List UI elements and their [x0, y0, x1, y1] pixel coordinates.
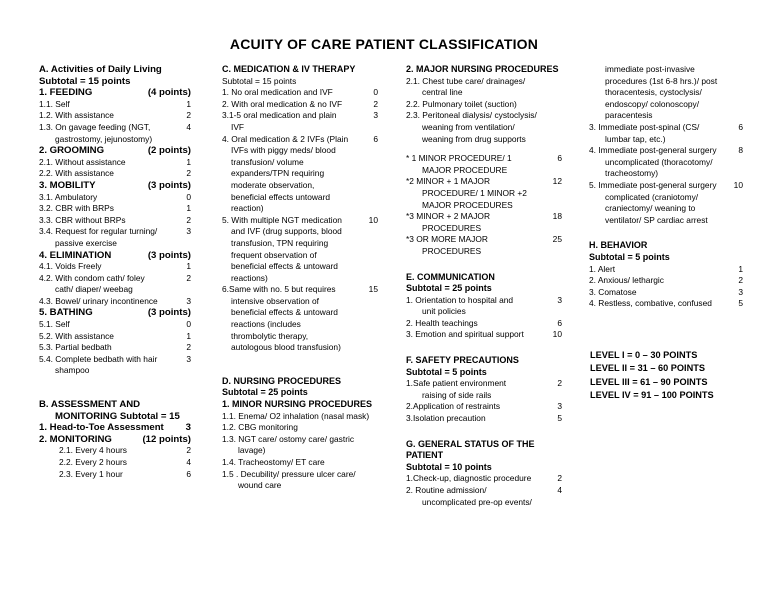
- item-continuation: central line: [422, 87, 463, 98]
- list-item: [39, 422, 191, 434]
- level-legend: [590, 349, 714, 403]
- list-item: [406, 234, 562, 246]
- item-continuation: lumbar tap, etc.): [605, 133, 666, 144]
- mobility-label: 3. MOBILITY: [39, 179, 96, 191]
- item-label: 3.4. Request for regular turning/: [39, 226, 158, 237]
- item-label: *3 OR MORE MAJOR: [406, 234, 488, 245]
- item-continuation: complicated (craniotomy/: [605, 191, 699, 202]
- item-continuation: weaning from drug supports: [422, 133, 526, 144]
- item-continuation: MAJOR PROCEDURE: [422, 164, 508, 175]
- item-points: 12: [552, 176, 562, 187]
- list-item: [39, 342, 191, 354]
- item-continuation: IVFs with piggy meds/ blood: [231, 145, 336, 156]
- item-continuation: transfusion, TPN requiring: [231, 237, 329, 248]
- level-row: LEVEL I = 0 – 30 POINTS: [590, 350, 698, 360]
- section-c-subtotal: Subtotal = 15 points: [222, 75, 297, 86]
- column-1: [39, 64, 191, 480]
- item-points: 6: [738, 121, 743, 132]
- item-continuation: transfusion/ volume: [231, 156, 304, 167]
- section-f-subtotal: Subtotal = 5 points: [406, 366, 487, 377]
- item-points: 10: [552, 329, 562, 340]
- item-points: 10: [368, 214, 378, 225]
- item-continuation: passive exercise: [55, 237, 117, 248]
- list-item: 1.5 . Decubility/ pressure ulcer care/: [222, 468, 356, 479]
- item-points: 3: [373, 110, 378, 121]
- item-points: 6: [373, 133, 378, 144]
- item-label: 2. With oral medication & no IVF: [222, 98, 343, 109]
- item-label: *3 MINOR + 2 MAJOR: [406, 211, 490, 222]
- list-item: [39, 226, 191, 238]
- item-continuation: unit policies: [422, 306, 466, 317]
- item-label: 4.1. Voids Freely: [39, 261, 102, 272]
- item-label: 4.2. With condom cath/ foley: [39, 272, 145, 283]
- item-points: 2: [186, 214, 191, 225]
- list-item: [589, 122, 743, 134]
- elimination-points: (3 points): [147, 249, 191, 261]
- level-row: LEVEL II = 31 – 60 POINTS: [590, 363, 705, 374]
- list-item: 2.3. Peritoneal dialysis/ cystoclysis/: [406, 110, 537, 121]
- item-label: 2.2. Every 2 hours: [59, 457, 127, 467]
- section-f-heading: F. SAFETY PRECAUTIONS: [406, 355, 519, 366]
- item-continuation: PROCEDURE/ 1 MINOR +2: [422, 187, 527, 198]
- item-label: *2 MINOR + 1 MAJOR: [406, 176, 490, 187]
- item-continuation: shampoo: [55, 365, 90, 376]
- feeding-label: 1. FEEDING: [39, 87, 93, 99]
- item-label: 4.3. Bowel/ urinary incontinence: [39, 295, 158, 306]
- elimination-label: 4. ELIMINATION: [39, 249, 112, 261]
- minor-procedures-heading: 1. MINOR NURSING PROCEDURES: [222, 399, 373, 410]
- elimination-heading: [39, 250, 191, 262]
- grooming-points: (2 points): [147, 145, 191, 157]
- item-points: 4: [186, 457, 191, 467]
- list-item: [222, 284, 378, 296]
- item-continuation: uncomplicated (thoracotomy/: [605, 156, 713, 167]
- item-continuation: thrombolytic therapy,: [231, 330, 309, 341]
- list-item: [39, 296, 191, 308]
- item-continuation: cath/ diaper/ weebag: [55, 284, 133, 295]
- list-item: [589, 287, 743, 299]
- item-label: * 1 MINOR PROCEDURE/ 1: [406, 153, 512, 164]
- item-label: 3.3. CBR without BRPs: [39, 214, 126, 225]
- list-item: [589, 298, 743, 310]
- item-points: 1: [186, 98, 191, 109]
- section-e-heading: E. COMMUNICATION: [406, 271, 495, 282]
- item-continuation: reaction): [231, 203, 264, 214]
- list-item: [39, 469, 191, 481]
- list-item: [39, 110, 191, 122]
- list-item: [39, 331, 191, 343]
- column-4: [589, 64, 743, 310]
- list-item: 1.1. Enema/ O2 inhalation (nasal mask): [222, 410, 370, 421]
- item-points: 8: [738, 145, 743, 156]
- grooming-heading: [39, 145, 191, 157]
- item-continuation: uncomplicated pre-op events/: [422, 496, 532, 507]
- list-item: [222, 110, 378, 122]
- item-points: 0: [186, 319, 191, 330]
- section-g-subtotal: Subtotal = 10 points: [406, 461, 492, 472]
- section-d-subtotal: Subtotal = 25 points: [222, 387, 308, 398]
- item-label: 2. Health teachings: [406, 317, 478, 328]
- item-continuation: ventilator/ SP cardiac arrest: [605, 214, 708, 225]
- item-continuation: frequent observation of: [231, 249, 317, 260]
- item-continuation: IVF: [231, 121, 245, 132]
- item-label: 1.3. On gavage feeding (NGT,: [39, 121, 151, 132]
- item-points: 3: [186, 226, 191, 237]
- list-item: [589, 264, 743, 276]
- list-item: 1.2. CBG monitoring: [222, 422, 298, 433]
- item-points: 3: [557, 401, 562, 412]
- item-label: 3. Comatose: [589, 286, 637, 297]
- list-item: [406, 329, 562, 341]
- item-points: 6: [557, 317, 562, 328]
- list-item: [39, 457, 191, 469]
- item-continuation: reactions (includes: [231, 319, 301, 330]
- item-continuation: moderate observation,: [231, 179, 315, 190]
- item-points: 6: [557, 153, 562, 164]
- section-e-subtotal: Subtotal = 25 points: [406, 283, 492, 294]
- item-label: 3.1-5 oral medication and plain: [222, 110, 337, 121]
- column-3: [406, 64, 562, 508]
- item-points: 2: [186, 168, 191, 179]
- list-item: [406, 401, 562, 413]
- mobility-heading: [39, 180, 191, 192]
- list-item: [406, 378, 562, 390]
- list-item: 2.2. Pulmonary toilet (suction): [406, 98, 517, 109]
- item-points: 2: [557, 473, 562, 484]
- list-item: [39, 319, 191, 331]
- list-item: [39, 273, 191, 285]
- item-points: 18: [552, 211, 562, 222]
- section-d-heading: D. NURSING PROCEDURES: [222, 375, 342, 386]
- list-item: 1.4. Tracheostomy/ ET care: [222, 457, 325, 467]
- item-label: 1. Alert: [589, 263, 616, 274]
- list-item: [39, 192, 191, 204]
- item-continuation: weaning from ventilation/: [422, 121, 515, 132]
- item-continuation: beneficial effects & untoward: [231, 261, 338, 272]
- item-continuation: raising of side rails: [422, 389, 492, 400]
- list-item: [39, 122, 191, 134]
- item-label: 4. Immediate post-general surgery: [589, 145, 717, 156]
- item-label: 5.2. With assistance: [39, 330, 114, 341]
- section-h-heading: H. BEHAVIOR: [589, 240, 648, 251]
- item-label: 5.3. Partial bedbath: [39, 342, 112, 353]
- item-points: 0: [186, 191, 191, 202]
- major-procedures-heading: 2. MAJOR NURSING PROCEDURES: [406, 64, 559, 74]
- list-item: 1.3. NGT care/ ostomy care/ gastric: [222, 433, 355, 444]
- item-label: 3. Emotion and spiritual support: [406, 329, 524, 340]
- section-b-subtotal: MONITORING Subtotal = 15: [55, 410, 180, 422]
- item-points: 2: [186, 342, 191, 353]
- item-label: 2.Application of restraints: [406, 401, 501, 412]
- list-item: [39, 354, 191, 366]
- item-continuation: autologous blood transfusion): [231, 342, 341, 353]
- item-points: 3: [185, 422, 191, 434]
- item-points: 3: [738, 286, 743, 297]
- item-label: 3.Isolation precaution: [406, 413, 486, 424]
- list-item: [39, 215, 191, 227]
- item-points: 4: [557, 485, 562, 495]
- item-continuation: expanders/TPN requiring: [231, 168, 325, 179]
- item-points: 1: [738, 263, 743, 274]
- item-points: 4: [186, 121, 191, 132]
- item-continuation: MAJOR PROCEDURES: [422, 199, 513, 210]
- list-item: [39, 168, 191, 180]
- item-continuation: craniectomy/ weaning to: [605, 203, 696, 214]
- item-points: 5: [738, 298, 743, 309]
- item-label: 5. Immediate post-general surgery: [589, 179, 717, 190]
- list-item: [39, 445, 191, 457]
- item-label: 2.1. Every 4 hours: [59, 445, 127, 456]
- column-2: [222, 64, 378, 492]
- item-points: 2: [186, 110, 191, 121]
- list-item: [222, 87, 378, 99]
- bathing-heading: [39, 307, 191, 319]
- item-continuation: immediate post-invasive: [605, 64, 695, 74]
- item-label: 6.Same with no. 5 but requires: [222, 284, 336, 295]
- list-item: [39, 261, 191, 273]
- item-continuation: PROCEDURES: [422, 222, 482, 233]
- item-points: 3: [186, 353, 191, 364]
- item-points: 1: [186, 156, 191, 167]
- list-item: [222, 99, 378, 111]
- item-points: 25: [552, 234, 562, 245]
- bathing-label: 5. BATHING: [39, 307, 93, 319]
- list-item: [589, 275, 743, 287]
- item-label: 1.Safe patient environment: [406, 378, 507, 389]
- item-points: 6: [186, 468, 191, 479]
- item-points: 1: [186, 203, 191, 214]
- item-continuation: reactions): [231, 272, 268, 283]
- page-title: ACUITY OF CARE PATIENT CLASSIFICATION: [229, 36, 539, 52]
- item-continuation: tracheostomy): [605, 168, 659, 179]
- section-a-heading: A. Activities of Daily Living: [39, 64, 162, 75]
- grooming-label: 2. GROOMING: [39, 145, 105, 157]
- list-item: [222, 134, 378, 146]
- item-points: 2: [738, 275, 743, 286]
- item-continuation: and IVF (drug supports, blood: [231, 226, 342, 237]
- section-c-heading: C. MEDICATION & IV THERAPY: [222, 64, 356, 74]
- item-points: 2: [186, 445, 191, 456]
- monitoring-heading: [39, 434, 191, 446]
- item-points: 1: [186, 330, 191, 341]
- item-continuation: paracentesis: [605, 110, 653, 121]
- item-points: 3: [557, 294, 562, 305]
- item-label: 2.1. Without assistance: [39, 156, 126, 167]
- list-item: [406, 153, 562, 165]
- monitoring-points: (12 points): [142, 433, 191, 445]
- item-label: 5.1. Self: [39, 319, 70, 330]
- item-label: 2. Anxious/ lethargic: [589, 275, 664, 286]
- item-label: 3.2. CBR with BRPs: [39, 203, 114, 214]
- level-row: LEVEL IV = 91 – 100 POINTS: [590, 390, 714, 401]
- section-g-heading: G. GENERAL STATUS OF THE: [406, 438, 535, 449]
- list-item: [406, 318, 562, 330]
- list-item: [406, 295, 562, 307]
- feeding-heading: [39, 87, 191, 99]
- item-label: 5. With multiple NGT medication: [222, 214, 342, 225]
- item-label: 2.2. With assistance: [39, 168, 114, 179]
- item-points: 0: [373, 87, 378, 98]
- list-item: [406, 176, 562, 188]
- item-label: 1. Head-to-Toe Assessment: [39, 422, 164, 434]
- item-label: 1.Check-up, diagnostic procedure: [406, 473, 532, 484]
- item-continuation: endoscopy/ colonoscopy/: [605, 98, 700, 109]
- item-points: 2: [557, 378, 562, 389]
- item-continuation: lavage): [238, 445, 266, 456]
- item-continuation: beneficial effects untoward: [231, 191, 331, 202]
- item-continuation: beneficial effects & untoward: [231, 307, 338, 318]
- item-points: 2: [186, 272, 191, 283]
- section-a-subtotal: Subtotal = 15 points: [39, 75, 131, 87]
- list-item: [39, 99, 191, 111]
- mobility-points: (3 points): [147, 179, 191, 191]
- item-continuation: PROCEDURES: [422, 245, 482, 256]
- list-item: 2.1. Chest tube care/ drainages/: [406, 75, 526, 86]
- item-continuation: thoracentesis, cystoclysis/: [605, 87, 702, 98]
- item-label: 4. Oral medication & 2 IVFs (Plain: [222, 133, 349, 144]
- list-item: [589, 180, 743, 192]
- section-g-heading-cont: PATIENT: [406, 450, 444, 461]
- list-item: [406, 485, 562, 497]
- item-label: 1. No oral medication and IVF: [222, 87, 333, 98]
- item-points: 10: [733, 179, 743, 190]
- list-item: [406, 473, 562, 485]
- item-points: 3: [186, 295, 191, 306]
- item-continuation: wound care: [238, 480, 282, 491]
- level-row: LEVEL III = 61 – 90 POINTS: [590, 376, 708, 387]
- item-points: 15: [368, 284, 378, 295]
- item-label: 1.2. With assistance: [39, 110, 114, 121]
- item-continuation: intensive observation of: [231, 295, 319, 306]
- list-item: [589, 145, 743, 157]
- list-item: [39, 157, 191, 169]
- section-h-subtotal: Subtotal = 5 points: [589, 251, 670, 262]
- item-points: 1: [186, 261, 191, 272]
- list-item: [39, 203, 191, 215]
- feeding-points: (4 points): [147, 87, 191, 99]
- item-points: 5: [557, 413, 562, 424]
- list-item: [406, 211, 562, 223]
- section-b-heading: B. ASSESSMENT AND: [39, 399, 141, 411]
- item-points: 2: [373, 98, 378, 109]
- item-label: 2. Routine admission/: [406, 485, 487, 495]
- item-label: 1. Orientation to hospital and: [406, 294, 514, 305]
- list-item: [406, 413, 562, 425]
- bathing-points: (3 points): [147, 307, 191, 319]
- item-label: 2.3. Every 1 hour: [59, 468, 123, 479]
- item-label: 4. Restless, combative, confused: [589, 298, 712, 309]
- item-label: 3. Immediate post-spinal (CS/: [589, 121, 700, 132]
- item-continuation: procedures (1st 6-8 hrs.)/ post: [605, 75, 718, 86]
- list-item: [222, 215, 378, 227]
- item-label: 3.1. Ambulatory: [39, 191, 98, 202]
- item-label: 5.4. Complete bedbath with hair: [39, 353, 158, 364]
- monitoring-label: 2. MONITORING: [39, 433, 112, 445]
- item-continuation: gastrostomy, jejunostomy): [55, 133, 153, 144]
- item-label: 1.1. Self: [39, 98, 70, 109]
